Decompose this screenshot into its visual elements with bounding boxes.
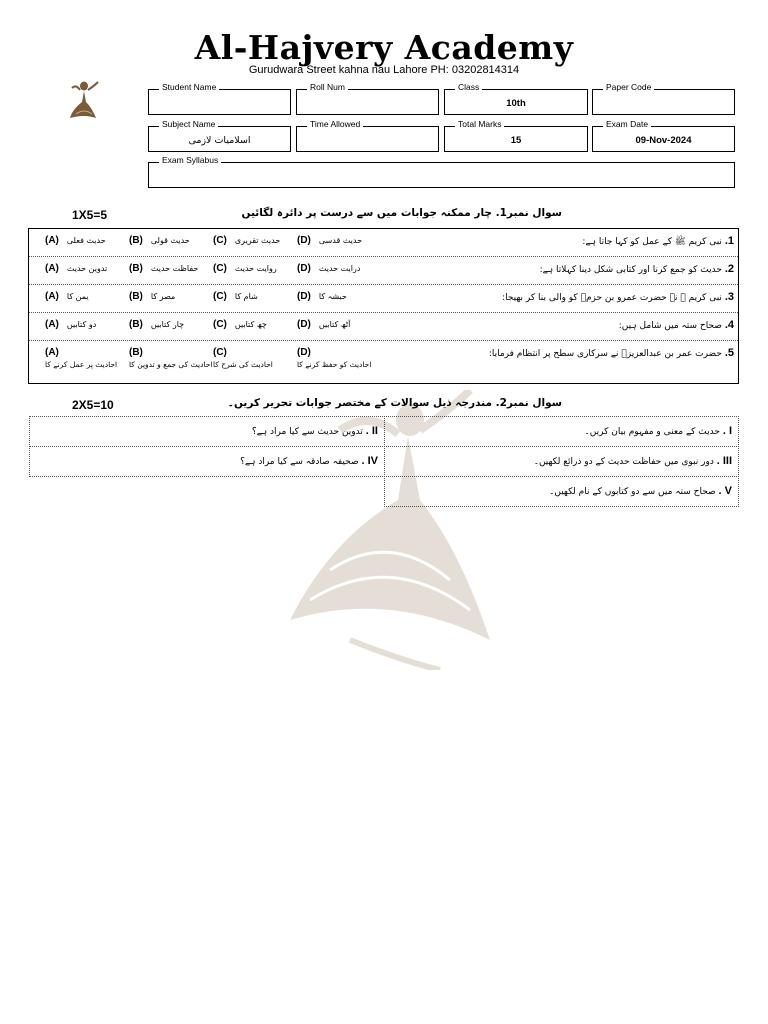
mcq-option-c[interactable]: (C) حدیث تقریری [213, 235, 281, 246]
time-allowed-label: Time Allowed [307, 119, 363, 129]
student-name-field[interactable] [148, 82, 291, 115]
section2-heading: سوال نمبر2. مندرجہ ذیل سوالات کے مختصر جوابات تحریر کریں۔ [227, 397, 562, 409]
mcq-option-a[interactable]: (A) یمن کا [45, 291, 89, 302]
mcq-question: 4. صحاح ستہ میں شامل ہیں: [618, 319, 734, 331]
short-question-2[interactable]: II . تدوین حدیث سے کیا مراد ہے؟ [29, 416, 385, 447]
mcq-option-d[interactable]: (D) حدیث قدسی [297, 235, 363, 246]
paper-code-field[interactable] [592, 82, 735, 115]
subject-name-field[interactable] [148, 119, 291, 152]
total-marks-label: Total Marks [455, 119, 504, 129]
mcq-row-5 [29, 341, 738, 383]
mcq-option-b[interactable]: (B) مصر کا [129, 291, 176, 302]
mcq-option-d[interactable]: (D) آٹھ کتابیں [297, 319, 351, 330]
mcq-row-2 [29, 257, 738, 285]
exam-syllabus-label: Exam Syllabus [159, 155, 221, 165]
mcq-option-c[interactable]: (C) روایت حدیث [213, 263, 277, 274]
mcq-option-c[interactable]: (C) چھ کتابیں [213, 319, 267, 330]
mcq-option-d[interactable]: (D) حبشہ کا [297, 291, 347, 302]
mcq-row-3 [29, 285, 738, 313]
class-field[interactable] [444, 82, 588, 115]
subject-name-label: Subject Name [159, 119, 218, 129]
mcq-option-a[interactable]: (A) تدوین حدیث [45, 263, 108, 274]
mcq-option-d[interactable]: (D) احادیث کو حفظ کرنے کا [297, 347, 372, 369]
student-name-label: Student Name [159, 82, 219, 92]
mcq-option-b[interactable]: (B) حدیث قولی [129, 235, 190, 246]
mcq-option-b[interactable]: (B) حفاظت حدیث [129, 263, 199, 274]
section1-heading: سوال نمبر1. چار ممکنہ جوابات میں سے درست پر دائرہ لگائیں [241, 207, 562, 219]
total-marks-field[interactable] [444, 119, 588, 152]
roll-num-label: Roll Num [307, 82, 348, 92]
exam-date-label: Exam Date [603, 119, 651, 129]
section1-marks: 1X5=5 [72, 208, 108, 222]
mcq-option-b[interactable]: (B) احادیث کی جمع و تدوین کا [129, 347, 213, 369]
mcq-option-d[interactable]: (D) درایت حدیث [297, 263, 361, 274]
mcq-option-c[interactable]: (C) شام کا [213, 291, 258, 302]
mcq-question: 1. نبی کریم ﷺ کے عمل کو کہا جاتا ہے: [582, 235, 734, 247]
mcq-box [28, 228, 739, 384]
paper-code-label: Paper Code [603, 82, 654, 92]
mcq-option-a[interactable]: (A) احادیث پر عمل کرنے کا [45, 347, 118, 369]
exam-date-field[interactable] [592, 119, 735, 152]
academy-title: Al-Hajvery Academy [194, 28, 574, 67]
mcq-row-1 [29, 229, 738, 257]
mcq-option-a[interactable]: (A) دو کتابیں [45, 319, 97, 330]
mcq-row-4 [29, 313, 738, 341]
short-question-1[interactable]: I . حدیث کے معنی و مفہوم بیان کریں۔ [384, 416, 739, 447]
mcq-question: 2. حدیث کو جمع کرنا اور کتابی شکل دینا کہلاتا ہے: [539, 263, 734, 275]
exam-syllabus-field[interactable] [148, 155, 735, 188]
time-allowed-field[interactable] [296, 119, 439, 152]
mcq-option-b[interactable]: (B) چار کتابیں [129, 319, 185, 330]
short-question-4[interactable]: IV . صحیفہ صادقہ سے کیا مراد ہے؟ [29, 446, 385, 477]
mcq-question: 3. نبی کریم ﷺ نے حضرت عمرو بن حزمؓ کو والی بنا کر بھیجا: [502, 291, 734, 303]
mcq-option-c[interactable]: (C) احادیث کی شرح کا [213, 347, 273, 369]
exam-date-value: 09-Nov-2024 [635, 135, 692, 146]
subject-name-value: اسلامیات لازمی [188, 135, 251, 146]
short-question-5[interactable]: V . صحاح ستہ میں سے دو کتابوں کے نام لکھیں۔ [384, 476, 739, 507]
short-question-3[interactable]: III . دور نبوی میں حفاظت حدیث کے دو ذرائع لکھیں۔ [384, 446, 739, 477]
academy-address: Gurudwara Street kahna nau Lahore PH: 03202814314 [248, 64, 520, 76]
class-value: 10th [506, 98, 526, 109]
mcq-question: 5. حضرت عمر بن عبدالعزیزؒ نے سرکاری سطح پر انتظام فرمایا: [488, 347, 734, 359]
mcq-option-a[interactable]: (A) حدیث فعلی [45, 235, 106, 246]
class-label: Class [455, 82, 482, 92]
total-marks-value: 15 [510, 135, 522, 146]
whirling-dervish-logo-icon [66, 78, 102, 122]
roll-num-field[interactable] [296, 82, 439, 115]
section2-marks: 2X5=10 [72, 398, 114, 412]
